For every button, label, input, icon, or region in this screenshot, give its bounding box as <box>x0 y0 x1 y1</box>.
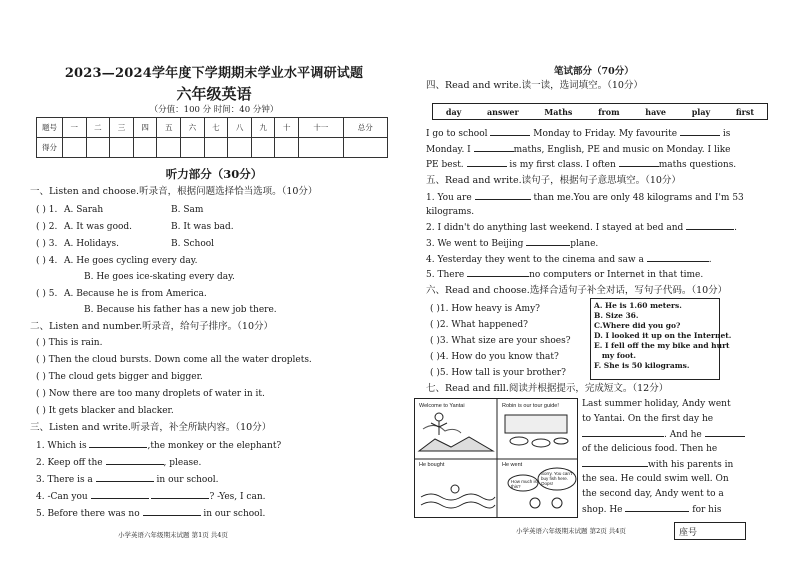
section7-heading: 七、Read and fill.阅读并根据提示，完成短文。（12分） <box>426 383 669 394</box>
sentence-part: 2. Keep off the <box>36 458 103 468</box>
answer-blank[interactable] <box>686 222 734 230</box>
written-section-title: 笔试部分（70分） <box>554 66 634 77</box>
s1-q2 <box>36 222 234 233</box>
s5-q1-cont: kilograms. <box>426 207 475 217</box>
option-b[interactable]: B. He goes ice-skating every day. <box>84 272 235 282</box>
sentence-part: 3. There is a <box>36 475 93 485</box>
s4-line2 <box>426 144 730 156</box>
comic-label-went: He went <box>502 462 523 468</box>
text: 4. Yesterday they went to the cinema and saw a <box>426 255 644 265</box>
word-bank-item: play <box>691 106 711 117</box>
score-input-cell[interactable] <box>343 138 387 158</box>
answer-blank[interactable] <box>467 159 507 167</box>
q-number: ( ) 5. <box>36 289 58 299</box>
comic-bubble-2: Sorry. You can't buy fish here. Oops! <box>541 471 573 486</box>
text: PE best. <box>426 160 464 170</box>
word-bank-item: Maths <box>544 106 573 117</box>
page-footer: 小学英语六年级期末试题 第1页 共4页 <box>118 531 228 539</box>
score-input-cell[interactable] <box>204 138 228 158</box>
answer-blank[interactable] <box>647 254 709 262</box>
comic-label-bought: He bought <box>419 462 445 468</box>
s7-line: the sea. He could swim well. On <box>582 474 729 484</box>
section2-heading: 二、Listen and number.听录音，给句子排序。（10分） <box>30 321 273 332</box>
word-bank-item: first <box>735 106 755 117</box>
sentence-part: , please. <box>163 458 202 468</box>
sentence-part: in our school. <box>203 509 266 519</box>
text: shop. He <box>582 505 623 515</box>
score-cell: 十 <box>275 118 299 138</box>
s1-q1 <box>36 205 204 216</box>
text: is <box>722 129 731 139</box>
option-b[interactable]: B. Because his father has a new job there. <box>84 305 277 315</box>
s6-question[interactable]: ( )4. How do you know that? <box>430 352 559 362</box>
s3-q4 <box>36 491 266 503</box>
s6-option: B. Size 36. <box>594 311 639 320</box>
answer-blank[interactable] <box>625 504 689 512</box>
word-bank-item: answer <box>486 106 519 117</box>
answer-blank[interactable] <box>582 429 664 437</box>
s1-q3 <box>36 239 215 250</box>
score-input-cell[interactable] <box>275 138 299 158</box>
text: 3. We went to Beijing <box>426 239 524 249</box>
s6-option-box <box>590 298 732 380</box>
seat-number-box[interactable] <box>674 522 746 540</box>
s3-q2 <box>36 457 201 469</box>
score-input-cell[interactable] <box>157 138 181 158</box>
answer-blank[interactable] <box>582 459 648 467</box>
score-cell: 二 <box>86 118 110 138</box>
answer-blank[interactable] <box>151 491 209 499</box>
answer-blank[interactable] <box>467 269 529 277</box>
option-a[interactable]: A. He goes cycling every day. <box>64 256 198 266</box>
score-input-cell[interactable] <box>228 138 252 158</box>
s2-item[interactable]: ( ) The cloud gets bigger and bigger. <box>36 372 203 382</box>
s6-question[interactable]: ( )3. What size are your shoes? <box>430 336 571 346</box>
score-input-cell[interactable] <box>181 138 205 158</box>
answer-blank[interactable] <box>705 429 745 437</box>
answer-blank[interactable] <box>474 144 514 152</box>
seat-number-label: 座号 <box>679 528 698 538</box>
text: . <box>734 223 738 233</box>
score-cell: 四 <box>133 118 157 138</box>
text: I go to school <box>426 129 488 139</box>
text: no computers or Internet in that time. <box>529 270 704 280</box>
word-bank-item: have <box>645 106 667 117</box>
listening-section-title: 听力部分（30分） <box>165 167 263 181</box>
s4-line3 <box>426 159 736 171</box>
word-bank <box>432 103 768 120</box>
s3-q1 <box>36 440 281 452</box>
sentence-part: ,the monkey or the elephant? <box>147 441 282 451</box>
s6-option: F. She is 50 kilograms. <box>594 361 690 370</box>
exam-page-2 <box>404 0 794 561</box>
score-table <box>36 117 388 158</box>
q-number: ( ) 1. <box>36 205 58 215</box>
s7-line: of the delicious food. Then he <box>582 444 718 454</box>
text: . <box>708 255 712 265</box>
s5-q5 <box>426 269 703 281</box>
word-bank-item: day <box>445 106 462 117</box>
s7-line: Last summer holiday, Andy went <box>582 399 731 409</box>
section4-heading: 四、Read and write.读一读，选词填空。（10分） <box>426 80 643 91</box>
sentence-part: 1. Which is <box>36 441 87 451</box>
s6-option: my foot. <box>594 351 637 360</box>
comic-drawing <box>415 399 578 518</box>
text: than me.You are only 48 kilograms and I'm 53 <box>533 193 744 203</box>
s6-question[interactable]: ( )2. What happened? <box>430 320 528 330</box>
answer-blank[interactable] <box>89 440 147 448</box>
score-cell: 题号 <box>37 118 63 138</box>
answer-blank[interactable] <box>96 474 154 482</box>
comic-illustration <box>414 398 578 518</box>
score-cell: 六 <box>181 118 205 138</box>
s7-line: the second day, Andy went to a <box>582 489 724 499</box>
sentence-part: 4. -Can you <box>36 492 88 502</box>
answer-blank[interactable] <box>475 192 531 200</box>
s4-line1 <box>426 128 730 140</box>
option-a[interactable]: A. It was good. <box>64 222 133 232</box>
s6-option: A. He is 1.60 meters. <box>594 301 682 310</box>
s5-q4 <box>426 254 712 266</box>
answer-blank[interactable] <box>526 238 570 246</box>
s6-option: C.Where did you go? <box>594 321 681 330</box>
s6-question[interactable]: ( )5. How tall is your brother? <box>430 368 566 378</box>
option-a[interactable]: A. Sarah <box>64 205 104 215</box>
sentence-part: in our school. <box>156 475 219 485</box>
score-cell: 七 <box>204 118 228 138</box>
score-cell: 九 <box>251 118 275 138</box>
answer-blank[interactable] <box>106 457 164 465</box>
section3-heading: 三、Listen and write.听录音，补全所缺内容。（10分） <box>30 422 272 433</box>
score-table-header-row <box>37 118 388 138</box>
text: . And he <box>664 430 702 440</box>
text: with his parents in <box>648 460 734 470</box>
text: Monday to Friday. My favourite <box>533 129 678 139</box>
s7-line: to Yantai. On the first day he <box>582 414 714 424</box>
text: maths questions. <box>658 160 737 170</box>
text: Monday. I <box>426 145 471 155</box>
score-input-cell[interactable] <box>110 138 134 158</box>
text: is my first class. I often <box>509 160 616 170</box>
s3-q5 <box>36 508 265 520</box>
sentence-part: 5. Before there was no <box>36 509 140 519</box>
s5-q3 <box>426 238 598 250</box>
text: plane. <box>570 239 599 249</box>
q-number: ( ) 4. <box>36 256 58 266</box>
score-cell: 三 <box>110 118 134 138</box>
score-cell: 总分 <box>343 118 387 138</box>
score-cell: 十一 <box>299 118 343 138</box>
option-b[interactable]: B. Sam <box>171 205 204 215</box>
s5-q1 <box>426 192 744 204</box>
s7-line <box>582 429 745 441</box>
score-cell: 五 <box>157 118 181 138</box>
comic-label-welcome: Welcome to Yantai <box>419 403 465 409</box>
s6-option: E. I fell off the my bike and hurt <box>594 341 730 350</box>
option-b[interactable]: B. School <box>171 239 215 249</box>
text: maths, English, PE and music on Monday. I like <box>513 145 731 155</box>
answer-blank[interactable] <box>680 128 720 136</box>
score-input-cell[interactable] <box>63 138 87 158</box>
s6-option: D. I looked it up on the Internet. <box>594 331 732 340</box>
answer-blank[interactable] <box>143 508 201 516</box>
s2-item[interactable]: ( ) Then the cloud bursts. Down come all the water droplets. <box>36 355 312 365</box>
answer-blank[interactable] <box>91 491 149 499</box>
s3-q3 <box>36 474 219 486</box>
s2-item[interactable]: ( ) This is rain. <box>36 338 103 348</box>
s7-line <box>582 504 721 516</box>
score-row-label: 得分 <box>37 138 63 158</box>
exam-meta: （分值：100 分 时间：40 分钟） <box>149 105 279 115</box>
text: 1. You are <box>426 193 472 203</box>
q-number: ( ) 2. <box>36 222 58 232</box>
s1-q5 <box>36 289 207 300</box>
score-input-cell[interactable] <box>133 138 157 158</box>
score-input-cell[interactable] <box>86 138 110 158</box>
score-input-cell[interactable] <box>299 138 343 158</box>
text: 2. I didn't do anything last weekend. I stayed at bed and <box>426 223 684 233</box>
score-cell: 一 <box>63 118 87 138</box>
score-table-score-row <box>37 138 388 158</box>
option-b[interactable]: B. It was bad. <box>171 222 234 232</box>
exam-title: 2023—2024学年度下学期期末学业水平调研试题 <box>64 66 364 81</box>
s6-question[interactable]: ( )1. How heavy is Amy? <box>430 304 540 314</box>
s2-item[interactable]: ( ) It gets blacker and blacker. <box>36 406 174 416</box>
word-bank-item: from <box>598 106 620 117</box>
score-input-cell[interactable] <box>251 138 275 158</box>
comic-bubble-1: How much is this? <box>511 479 537 489</box>
section5-heading: 五、Read and write.读句子，根据句子意思填空。（10分） <box>426 175 681 186</box>
s7-line <box>582 459 733 471</box>
answer-blank[interactable] <box>619 159 659 167</box>
comic-label-guide: Robin is our tour guide! <box>502 403 559 409</box>
s1-q4 <box>36 256 198 267</box>
score-cell: 八 <box>228 118 252 138</box>
text: 5. There <box>426 270 465 280</box>
page-footer: 小学英语六年级期末试题 第2页 共4页 <box>516 527 626 535</box>
exam-subtitle: 六年级英语 <box>176 85 252 103</box>
option-a[interactable]: A. Because he is from America. <box>64 289 207 299</box>
s2-item[interactable]: ( ) Now there are too many droplets of water in it. <box>36 389 265 399</box>
section1-heading: 一、Listen and choose.听录音，根据问题选择恰当选项。（10分） <box>30 186 318 197</box>
section6-heading: 六、Read and choose.选择合适句子补全对话，写句子代码。（10分） <box>426 285 728 296</box>
option-a[interactable]: A. Holidays. <box>64 239 119 249</box>
sentence-part: ? -Yes, I can. <box>209 492 266 502</box>
s5-q2 <box>426 222 737 234</box>
q-number: ( ) 3. <box>36 239 58 249</box>
answer-blank[interactable] <box>490 128 530 136</box>
text: for his <box>692 505 722 515</box>
